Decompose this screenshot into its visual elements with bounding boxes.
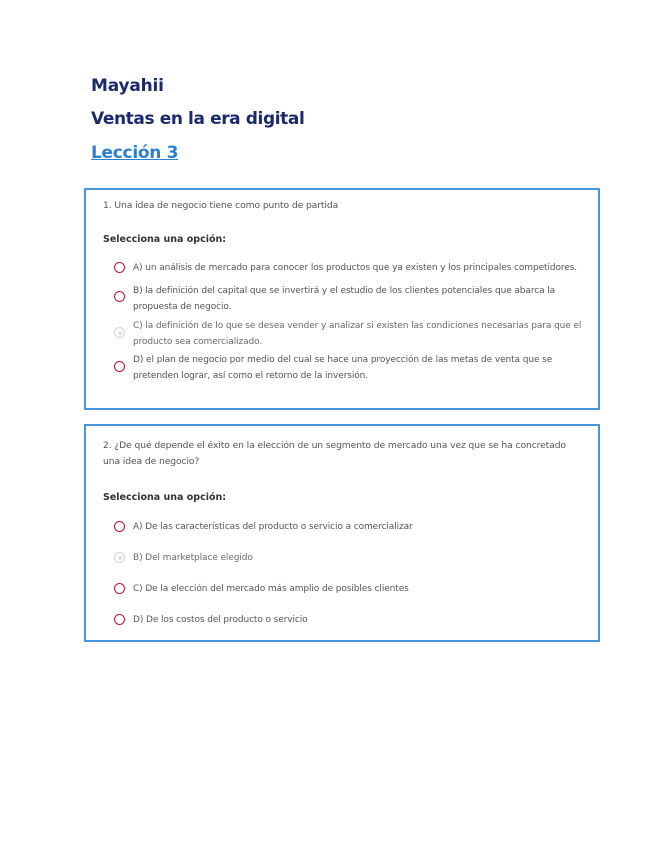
radio-button[interactable] [114, 361, 125, 372]
radio-button[interactable] [114, 583, 125, 594]
option-label: C) la definición de lo que se desea vender y analizar si existen las condiciones necesarias para que el producto sea comercializado. [133, 321, 582, 347]
brand-name: Mayahii [91, 76, 164, 96]
q1-option-c [114, 318, 586, 350]
radio-button[interactable] [114, 614, 125, 625]
q1-option-b[interactable] [114, 283, 586, 315]
option-label: A) De las características del producto o servicio a comercializar [133, 522, 413, 532]
course-title: Ventas en la era digital [91, 109, 305, 129]
q1-option-a[interactable] [114, 260, 586, 276]
q2-option-a[interactable] [114, 519, 586, 535]
radio-button-disabled [114, 327, 125, 338]
question-card-2 [84, 424, 600, 642]
question-text-2: 2. ¿De qué depende el éxito en la elección de un segmento de mercado una vez que se ha concretado una idea de negocio? [103, 440, 566, 467]
q2-option-b [114, 550, 586, 566]
lesson-link[interactable]: Lección 3 [91, 143, 179, 163]
question-card-1 [84, 188, 600, 410]
radio-button[interactable] [114, 262, 125, 273]
option-label: B) la definición del capital que se invertirá y el estudio de los clientes potenciales que abarca la propuesta de negocio. [133, 286, 556, 312]
select-prompt-1: Selecciona una opción: [103, 234, 227, 245]
q2-option-c[interactable] [114, 581, 586, 597]
option-label: A) un análisis de mercado para conocer los productos que ya existen y los principales competidores. [133, 263, 578, 273]
option-label: D) De los costos del producto o servicio [133, 615, 308, 625]
radio-button-disabled [114, 552, 125, 563]
option-label: D) el plan de negocio por medio del cual se hace una proyección de las metas de venta que se pretenden lograr, así como el retorno de la inversión. [133, 355, 553, 381]
select-prompt-2: Selecciona una opción: [103, 492, 227, 503]
option-label: C) De la elección del mercado más amplio de posibles clientes [133, 584, 409, 594]
radio-button[interactable] [114, 521, 125, 532]
q2-option-d[interactable] [114, 612, 586, 628]
question-text-1: 1. Una idea de negocio tiene como punto de partida [103, 200, 339, 211]
option-label: B) Del marketplace elegido [133, 553, 253, 563]
q1-option-d[interactable] [114, 352, 586, 384]
radio-button[interactable] [114, 291, 125, 302]
